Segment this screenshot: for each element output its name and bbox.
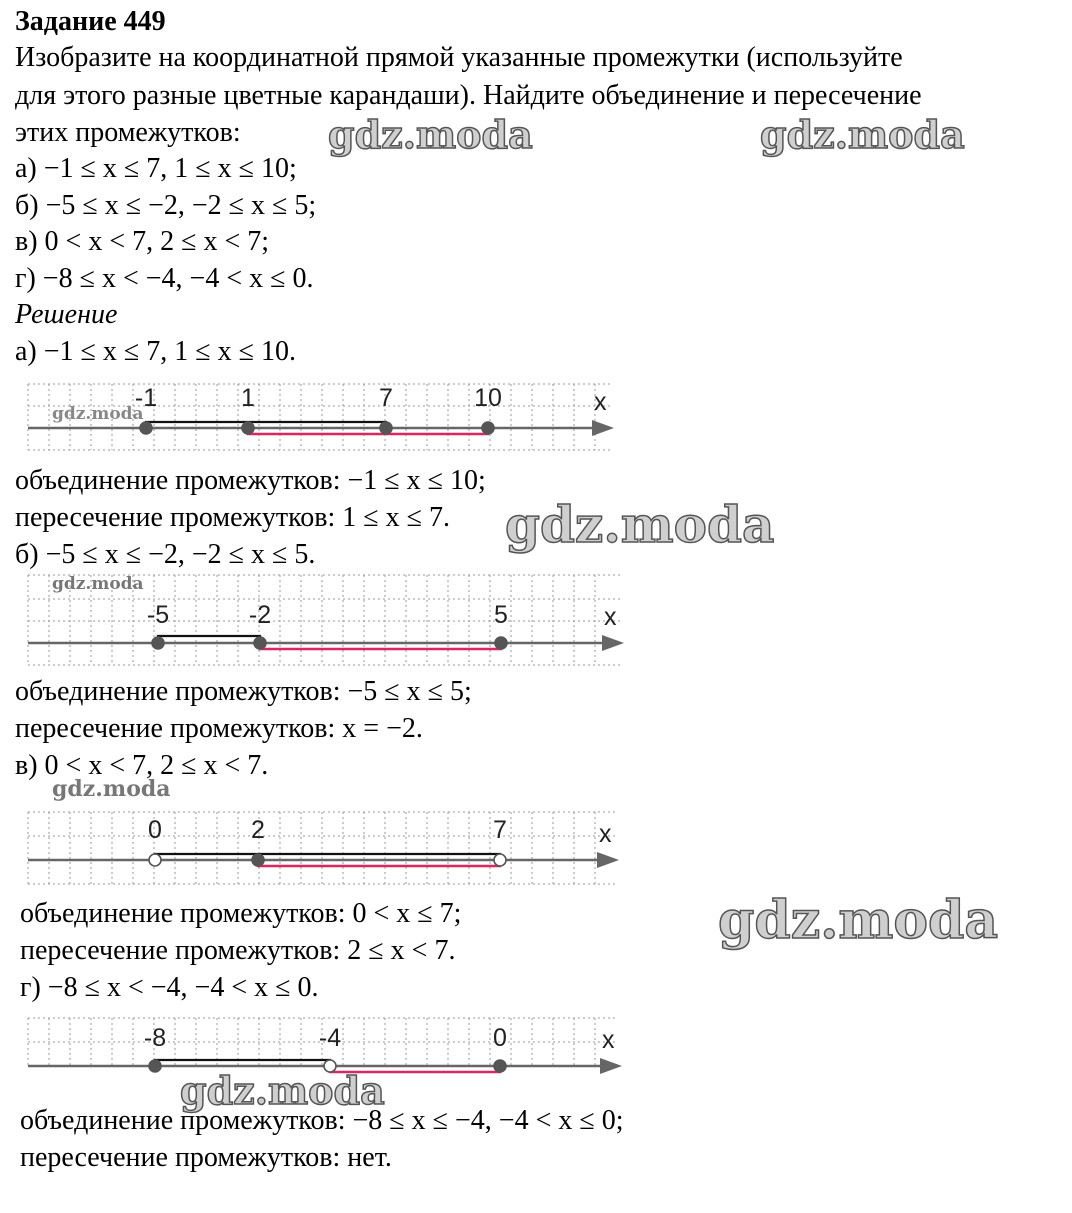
- solution-label: Решение: [15, 299, 118, 330]
- point-filled: [495, 637, 507, 649]
- axis-variable-label: x: [604, 603, 617, 631]
- point-filled: [494, 1060, 506, 1072]
- axis-variable-label: x: [594, 388, 607, 416]
- part-g-union: объединение промежутков: −8 ≤ x ≤ −4, −4 < x ≤ 0;: [20, 1105, 624, 1136]
- tick-label: 0: [148, 816, 162, 844]
- watermark: gdz.moda: [328, 112, 533, 157]
- watermark: gdz.moda: [760, 112, 965, 157]
- task-title: Задание 449: [15, 6, 166, 37]
- part-g-heading: г) −8 ≤ x < −4, −4 < x ≤ 0.: [20, 972, 319, 1003]
- task-item-b: б) −5 ≤ x ≤ −2, −2 ≤ x ≤ 5;: [15, 190, 317, 221]
- axis-arrow-icon: [592, 420, 614, 436]
- task-item-g: г) −8 ≤ x < −4, −4 < x ≤ 0.: [15, 263, 314, 294]
- point-filled: [152, 637, 164, 649]
- part-v-intersection: пересечение промежутков: 2 ≤ x < 7.: [20, 935, 456, 966]
- number-line-svg: [10, 800, 630, 890]
- part-v-union: объединение промежутков: 0 < x ≤ 7;: [20, 898, 462, 929]
- part-b-union: объединение промежутков: −5 ≤ x ≤ 5;: [15, 676, 472, 707]
- part-a-heading: а) −1 ≤ x ≤ 7, 1 ≤ x ≤ 10.: [15, 336, 297, 367]
- point-filled: [242, 422, 254, 434]
- watermark: gdz.moda: [505, 495, 775, 554]
- axis-arrow-icon: [600, 1058, 622, 1074]
- axis-arrow-icon: [602, 635, 624, 651]
- point-open: [149, 854, 161, 866]
- tick-label: -4: [318, 1024, 342, 1052]
- axis-arrow-icon: [597, 852, 619, 868]
- task-text-line-1: Изобразите на координатной прямой указанные промежутки (используйте: [15, 42, 903, 73]
- tick-label: -5: [146, 601, 170, 629]
- point-filled: [254, 637, 266, 649]
- tick-label: 7: [493, 816, 507, 844]
- task-item-v: в) 0 < x < 7, 2 ≤ x < 7;: [15, 226, 270, 257]
- tick-label: 10: [474, 384, 502, 412]
- task-text-line-2: для этого разные цветные карандаши). Найдите объединение и пересечение: [15, 80, 922, 111]
- point-filled: [149, 1060, 161, 1072]
- tick-label: 7: [379, 384, 393, 412]
- axis-variable-label: x: [602, 1026, 615, 1054]
- point-filled: [482, 422, 494, 434]
- tick-label: -1: [134, 384, 158, 412]
- part-g-intersection: пересечение промежутков: нет.: [20, 1142, 392, 1173]
- task-text-line-3: этих промежутков:: [15, 117, 241, 148]
- point-open: [494, 854, 506, 866]
- point-filled: [252, 854, 264, 866]
- part-b-intersection: пересечение промежутков: x = −2.: [15, 713, 423, 744]
- watermark: gdz.moda: [52, 776, 171, 802]
- part-v-heading: в) 0 < x < 7, 2 ≤ x < 7.: [15, 750, 269, 781]
- watermark: gdz.moda: [52, 404, 144, 424]
- tick-label: 5: [494, 601, 508, 629]
- task-item-a: а) −1 ≤ x ≤ 7, 1 ≤ x ≤ 10;: [15, 153, 297, 184]
- watermark: gdz.moda: [180, 1068, 385, 1113]
- axis-variable-label: x: [599, 820, 612, 848]
- tick-label: 0: [493, 1024, 507, 1052]
- part-a-union: объединение промежутков: −1 ≤ x ≤ 10;: [15, 465, 486, 496]
- grid: [28, 812, 615, 884]
- point-filled: [380, 422, 392, 434]
- watermark: gdz.moda: [718, 890, 999, 951]
- tick-label: -8: [143, 1024, 167, 1052]
- number-line-v: [10, 800, 630, 890]
- tick-label: -2: [248, 601, 272, 629]
- part-b-heading: б) −5 ≤ x ≤ −2, −2 ≤ x ≤ 5.: [15, 539, 316, 570]
- part-a-intersection: пересечение промежутков: 1 ≤ x ≤ 7.: [15, 502, 451, 533]
- tick-label: 2: [251, 816, 265, 844]
- tick-label: 1: [241, 384, 255, 412]
- watermark: gdz.moda: [52, 574, 144, 594]
